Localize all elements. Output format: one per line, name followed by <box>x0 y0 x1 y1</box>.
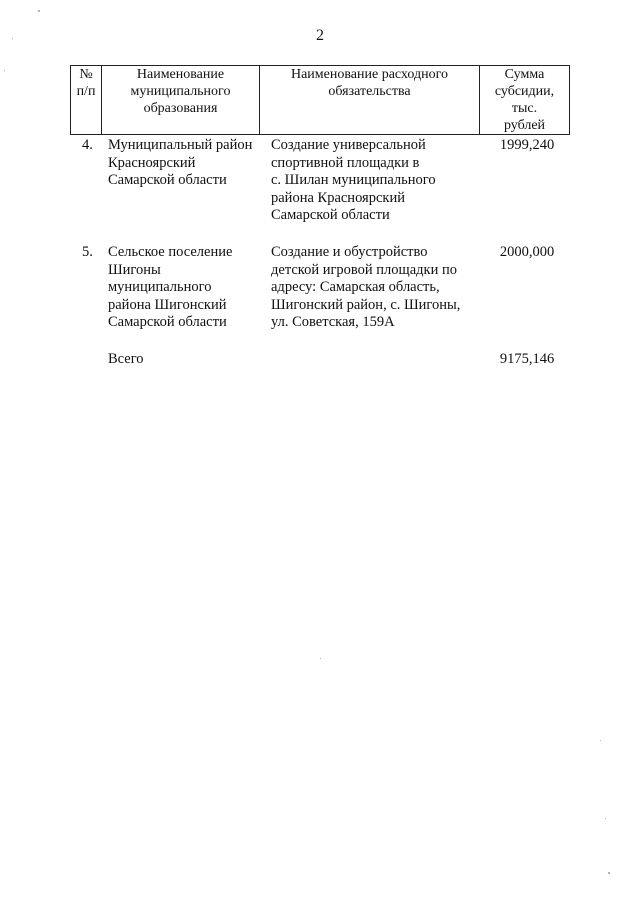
page-number: 2 <box>316 27 324 44</box>
scan-speck <box>12 38 13 39</box>
scan-speck <box>320 658 321 659</box>
header-row <box>71 66 570 135</box>
row-obligation: Создание и обустройство детской игровой площадки по адресу: Самарская область, Шигонский район, с. Шигоны, ул. Советская, 159А <box>271 244 461 330</box>
table-row <box>70 244 569 330</box>
scan-speck <box>38 10 40 12</box>
table-header <box>70 65 570 135</box>
row-municipality: Муниципальный район Красноярский Самарской области <box>108 137 253 188</box>
header-sum: Сумма субсидии, тыс. рублей <box>480 66 570 135</box>
row-number: 5. <box>82 244 93 260</box>
scan-speck <box>600 740 601 741</box>
table-row <box>70 137 569 223</box>
header-municipality: Наименование муниципального образования <box>102 66 260 135</box>
scan-speck <box>4 70 5 71</box>
header-num: № п/п <box>71 66 102 135</box>
row-obligation: Создание универсальной спортивной площадки в с. Шилан муниципального района Красноярский Самарской области <box>271 137 436 223</box>
row-municipality: Сельское поселение Шигоны муниципального района Шигонский Самарской области <box>108 244 233 330</box>
row-sum: 2000,000 <box>499 244 555 260</box>
scan-speck <box>608 872 610 874</box>
row-sum: 1999,240 <box>499 137 555 153</box>
total-label: Всего <box>108 351 144 367</box>
total-row <box>70 351 569 371</box>
row-number: 4. <box>82 137 93 153</box>
total-sum: 9175,146 <box>499 351 555 367</box>
header-obligation: Наименование расходного обязательства <box>260 66 480 135</box>
scan-speck <box>605 818 606 819</box>
